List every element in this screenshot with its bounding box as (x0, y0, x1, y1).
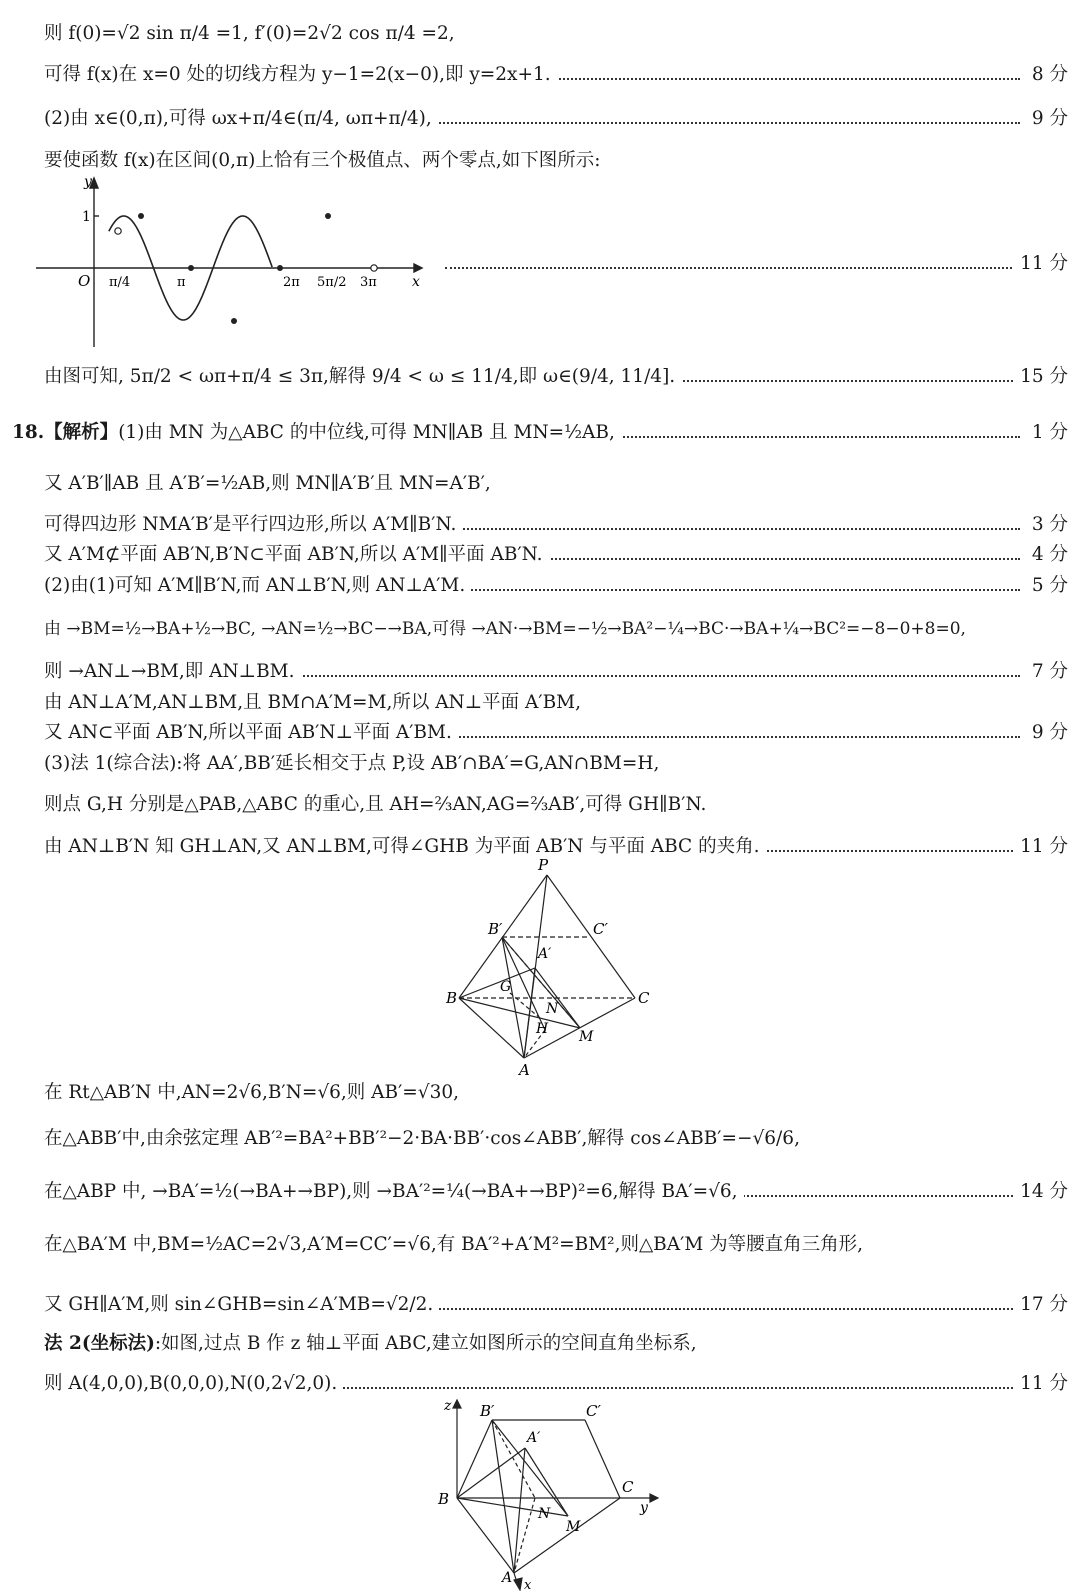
line-text: 可得 f(x)在 x=0 处的切线方程为 y−1=2(x−0),即 y=2x+1. (44, 60, 557, 90)
line-text: :如图,过点 B 作 z 轴⊥平面 ABC,建立如图所示的空间直角坐标系, (154, 1333, 697, 1354)
line-text: (3)法 1(综合法):将 AA′,BB′延长相交于点 P,设 AB′∩BA′=G,AN∩BM=H, (44, 749, 665, 779)
pyramid-figure (440, 858, 670, 1083)
y-arrow-icon (650, 1494, 658, 1502)
line-text: 由 AN⊥A′M,AN⊥BM,且 BM∩A′M=M,所以 AN⊥平面 A′BM, (44, 688, 587, 718)
point-label: A′ (538, 946, 552, 962)
line-tangent (0, 60, 1080, 90)
score-label: 5 分 (1026, 571, 1068, 601)
line-text: 则 f(0)=√2 sin π/4 =1, f′(0)=2√2 cos π/4 =2, (44, 19, 461, 49)
line-q18-10 (0, 749, 1080, 779)
point-label: C (638, 989, 650, 1007)
score-label: 15 分 (1014, 362, 1068, 392)
point-label: A (519, 1061, 530, 1079)
point-label: M (579, 1029, 594, 1045)
point-label: A (502, 1570, 513, 1586)
point-label: B′ (480, 1402, 495, 1420)
line-q18-11 (0, 790, 1080, 820)
line-text: 要使函数 f(x)在区间(0,π)上恰有三个极值点、两个零点,如下图所示: (44, 146, 606, 176)
problem-heading: 18.【解析】 (12, 422, 119, 443)
line-f0-values (0, 19, 1080, 49)
point-label: N (546, 1001, 559, 1017)
line-q18-16 (0, 1230, 1080, 1260)
line-q18-13 (0, 1078, 1080, 1108)
line-text: (1)由 MN 为△ABC 的中位线,可得 MN∥AB 且 MN=½AB, (118, 422, 615, 443)
line-range (0, 104, 1080, 134)
line-q18-8 (0, 688, 1080, 718)
score-label: 11 分 (1014, 832, 1068, 862)
z-arrow-icon (453, 1400, 461, 1408)
line-text: 由 →BM=½→BA+½→BC, →AN=½→BC−→BA,可得 →AN·→BM=−½→BA²−¼→BC·→BA+¼→BC²=−8−0+8=0, (44, 614, 972, 644)
line-text: 则点 G,H 分别是△PAB,△ABC 的重心,且 AH=⅔AN,AG=⅔AB′,可得 GH∥B′N. (44, 790, 712, 820)
axis-label: x (524, 1578, 532, 1591)
line-text: 在△ABP 中, →BA′=½(→BA+→BP),则 →BA′²=¼(→BA+→BP)²=6,解得 BA′=√6, (44, 1177, 744, 1207)
axis-label: y (640, 1500, 648, 1516)
line-q18-7 (0, 657, 1080, 687)
open-point (115, 228, 121, 234)
leader-dots (445, 267, 1020, 269)
point-label: A′ (527, 1430, 541, 1446)
score-label: 4 分 (1026, 540, 1068, 570)
point-label: G (500, 979, 512, 995)
score-label: 11 分 (1014, 249, 1068, 279)
line-q18-5 (0, 571, 1080, 601)
line-q18-14 (0, 1124, 1080, 1154)
point-label: P (538, 858, 549, 874)
score-label: 9 分 (1026, 718, 1068, 748)
line-q18-17 (0, 1290, 1080, 1320)
point-label: B (438, 1490, 450, 1508)
method-heading: 法 2(坐标法) (44, 1333, 155, 1354)
x-tick-label: π/4 (109, 275, 131, 290)
x-axis-label: x (412, 274, 420, 290)
point-label: B (446, 989, 458, 1007)
line-q18-1 (0, 418, 1080, 448)
score-label: 3 分 (1026, 510, 1068, 540)
line-q18-2 (0, 469, 1080, 499)
line-text: 由图可知, 5π/2 < ωπ+π/4 ≤ 3π,解得 9/4 < ω ≤ 11/4,即 ω∈(9/4, 11/4]. (44, 362, 681, 392)
line-q18-3 (0, 510, 1080, 540)
line-q18-9 (0, 718, 1080, 748)
x-tick-label: 2π (283, 275, 300, 290)
line-q18-6 (0, 614, 1080, 644)
point-label: M (566, 1519, 581, 1535)
line-text: 则 A(4,0,0),B(0,0,0),N(0,2√2,0). (44, 1369, 343, 1399)
point-label: C (622, 1478, 634, 1496)
y-axis-label: y (84, 174, 92, 190)
line-text: 又 A′M⊄平面 AB′N,B′N⊂平面 AB′N,所以 A′M∥平面 AB′N. (44, 540, 549, 570)
line-text: 在△BA′M 中,BM=½AC=2√3,A′M=CC′=√6,有 BA′²+A′M²=BM²,则△BA′M 为等腰直角三角形, (44, 1230, 869, 1260)
x-tick-label: 5π/2 (317, 275, 347, 290)
origin-label: O (78, 272, 91, 290)
point-label: H (536, 1021, 549, 1037)
score-label: 8 分 (1026, 60, 1068, 90)
score-label: 14 分 (1014, 1177, 1068, 1207)
score-label: 7 分 (1026, 657, 1068, 687)
line-text: 又 AN⊂平面 AB′N,所以平面 AB′N⊥平面 A′BM. (44, 718, 458, 748)
score-label: 1 分 (1026, 418, 1068, 448)
line-q18-15 (0, 1177, 1080, 1207)
score-label: 9 分 (1026, 104, 1068, 134)
point-label: C′ (586, 1402, 601, 1420)
max-point (138, 213, 144, 219)
line-text: (2)由(1)可知 A′M∥B′N,而 AN⊥B′N,则 AN⊥A′M. (44, 571, 471, 601)
min-point (231, 318, 237, 324)
line-text: 又 GH∥A′M,则 sin∠GHB=sin∠A′MB=√2/2. (44, 1290, 439, 1320)
x-arrow-icon (514, 1578, 522, 1590)
y-tick-label: 1 (82, 209, 91, 225)
line-text: (2)由 x∈(0,π),可得 ωx+π/4∈(π/4, ωπ+π/4), (44, 104, 438, 134)
x-tick-label: π (177, 275, 186, 290)
line-q18-18 (0, 1329, 1080, 1359)
score-label: 11 分 (1014, 1369, 1068, 1399)
line-q18-4 (0, 540, 1080, 570)
point-label: N (538, 1506, 551, 1522)
axis-label: z (444, 1398, 452, 1414)
score-label: 17 分 (1014, 1290, 1068, 1320)
line-graph-score (0, 249, 1080, 279)
line-q18-19 (0, 1369, 1080, 1399)
point-label: B′ (488, 920, 503, 938)
line-text: 又 A′B′∥AB 且 A′B′=½AB,则 MN∥A′B′且 MN=A′B′, (44, 469, 497, 499)
line-text: 可得四边形 NMA′B′是平行四边形,所以 A′M∥B′N. (44, 510, 462, 540)
max-point (325, 213, 331, 219)
line-text: 由 AN⊥B′N 知 GH⊥AN,又 AN⊥BM,可得∠GHB 为平面 AB′N 与平面 ABC 的夹角. (44, 832, 765, 862)
point-label: C′ (593, 920, 608, 938)
x-tick-label: 3π (360, 275, 377, 290)
line-text: 则 →AN⊥→BM,即 AN⊥BM. (44, 657, 301, 687)
line-conclusion (0, 362, 1080, 392)
line-text: 在△ABB′中,由余弦定理 AB′²=BA²+BB′²−2·BA·BB′·cos∠ABB′,解得 cos∠ABB′=−√6/6, (44, 1124, 806, 1154)
coordinate-figure (430, 1398, 670, 1591)
line-text: 在 Rt△AB′N 中,AN=2√6,B′N=√6,则 AB′=√30, (44, 1078, 465, 1108)
